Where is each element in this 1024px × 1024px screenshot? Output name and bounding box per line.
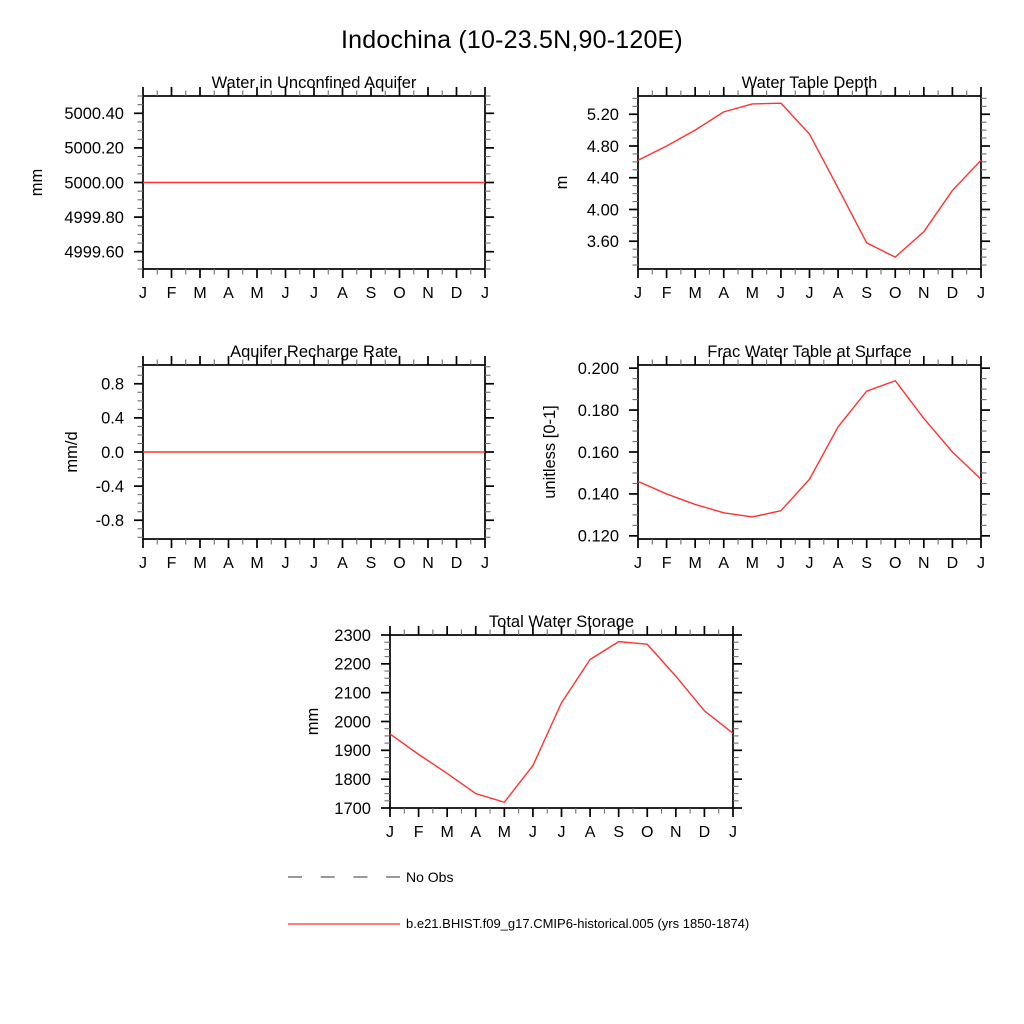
legend-entry-model: [288, 917, 749, 931]
panel-title: Water in Unconfined Aquifer: [211, 74, 417, 92]
month-label: J: [310, 555, 318, 572]
panel-frame: [638, 365, 981, 539]
month-label: M: [688, 285, 702, 302]
month-label: N: [918, 555, 930, 572]
y-axis-label: unitless [0-1]: [541, 405, 559, 499]
y-axis-label: m: [553, 175, 571, 190]
month-label: J: [776, 285, 785, 302]
month-label: J: [776, 555, 785, 572]
month-label: A: [832, 555, 844, 572]
y-tick-label: 4.80: [586, 137, 619, 156]
month-label: M: [440, 824, 454, 841]
month-label: J: [386, 824, 394, 841]
y-tick-label: 1700: [334, 799, 371, 818]
month-label: D: [698, 824, 711, 841]
month-label: F: [166, 555, 177, 572]
panel-title: Frac Water Table at Surface: [707, 343, 912, 361]
month-label: S: [613, 824, 625, 841]
month-label: M: [497, 824, 511, 841]
y-tick-label: 0.200: [577, 359, 619, 378]
panel-title: Water Table Depth: [741, 74, 878, 92]
month-label: N: [422, 555, 434, 572]
series-line: [638, 381, 981, 517]
month-label: J: [557, 824, 566, 841]
month-label: A: [223, 285, 234, 302]
month-label: J: [729, 824, 737, 841]
month-label: J: [139, 285, 147, 302]
y-tick-label: 2000: [334, 713, 371, 732]
month-label: D: [946, 555, 959, 572]
model-line-sample-icon: [288, 917, 400, 931]
month-label: A: [718, 555, 730, 572]
total-water-storage-chart: [304, 613, 742, 841]
y-tick-label: 0.8: [101, 375, 124, 394]
month-label: N: [670, 824, 682, 841]
month-label: M: [688, 555, 702, 572]
month-label: A: [470, 824, 482, 841]
month-label: D: [450, 285, 463, 302]
water-table-depth-chart: [553, 74, 990, 302]
y-tick-label: 4.00: [586, 201, 619, 220]
month-label: M: [745, 555, 759, 572]
month-label: O: [889, 285, 902, 302]
y-tick-label: 0.160: [577, 443, 619, 462]
panel-title: Aquifer Recharge Rate: [230, 343, 398, 361]
panel-frame: [638, 96, 981, 269]
month-label: A: [718, 285, 730, 302]
legend-entry-no-obs: [288, 870, 453, 884]
month-label: M: [250, 555, 264, 572]
month-label: J: [310, 285, 318, 302]
aquifer-recharge-rate-chart: [63, 343, 494, 572]
y-tick-label: 5000.40: [64, 105, 124, 124]
month-label: S: [861, 555, 873, 572]
month-label: S: [861, 285, 873, 302]
month-label: O: [641, 824, 654, 841]
month-label: D: [450, 555, 463, 572]
month-label: F: [661, 555, 672, 572]
month-label: N: [918, 285, 930, 302]
figure-title: Indochina (10-23.5N,90-120E): [341, 26, 683, 54]
month-label: J: [481, 555, 489, 572]
y-tick-label: 1800: [334, 770, 371, 789]
month-label: A: [832, 285, 844, 302]
y-tick-label: 2100: [334, 684, 371, 703]
month-label: A: [584, 824, 596, 841]
month-label: M: [193, 285, 207, 302]
panel-title: Total Water Storage: [488, 613, 635, 631]
month-label: S: [365, 555, 377, 572]
month-label: J: [977, 285, 985, 302]
y-tick-label: 5000.20: [64, 139, 124, 158]
y-axis-label: mm/d: [63, 431, 81, 473]
y-tick-label: 5.20: [586, 106, 619, 125]
y-tick-label: 3.60: [586, 232, 619, 251]
month-label: J: [977, 555, 985, 572]
y-tick-label: 1900: [334, 742, 371, 761]
month-label: J: [805, 555, 814, 572]
panel-frame: [390, 635, 733, 808]
y-tick-label: -0.4: [95, 477, 124, 496]
y-tick-label: -0.8: [95, 512, 124, 531]
y-tick-label: 4999.80: [64, 208, 124, 227]
month-label: A: [337, 555, 348, 572]
month-label: J: [139, 555, 147, 572]
month-label: N: [422, 285, 434, 302]
month-label: J: [528, 824, 537, 841]
month-label: J: [281, 555, 290, 572]
month-label: J: [634, 285, 642, 302]
y-axis-label: mm: [304, 707, 322, 736]
month-label: O: [393, 555, 406, 572]
no-obs-line-sample-icon: [288, 870, 400, 884]
y-tick-label: 0.4: [101, 409, 124, 428]
month-label: F: [166, 285, 177, 302]
y-tick-label: 0.140: [577, 485, 619, 504]
y-tick-label: 5000.00: [64, 174, 124, 193]
month-label: S: [365, 285, 377, 302]
y-tick-label: 0.0: [101, 443, 124, 462]
water-in-unconfined-aquifer-chart: [28, 74, 494, 302]
y-tick-label: 2300: [334, 626, 371, 645]
series-line: [638, 103, 981, 257]
y-tick-label: 0.120: [577, 527, 619, 546]
month-label: M: [250, 285, 264, 302]
month-label: J: [481, 285, 489, 302]
frac-water-table-at-surface-chart: [541, 343, 990, 572]
month-label: D: [946, 285, 959, 302]
month-label: M: [745, 285, 759, 302]
y-tick-label: 2200: [334, 655, 371, 674]
y-tick-label: 4.40: [586, 169, 619, 188]
y-tick-label: 4999.60: [64, 243, 124, 262]
y-tick-label: 0.180: [577, 401, 619, 420]
legend-label-no-obs: No Obs: [406, 869, 454, 885]
month-label: F: [413, 824, 424, 841]
month-label: O: [393, 285, 406, 302]
month-label: J: [281, 285, 290, 302]
month-label: F: [661, 285, 672, 302]
month-label: O: [889, 555, 902, 572]
month-label: J: [634, 555, 642, 572]
month-label: A: [337, 285, 348, 302]
month-label: A: [223, 555, 234, 572]
month-label: J: [805, 285, 814, 302]
y-axis-label: mm: [28, 168, 46, 197]
series-line: [390, 642, 733, 803]
legend-label-model: b.e21.BHIST.f09_g17.CMIP6-historical.005 (yrs 1850-1874): [406, 916, 750, 931]
month-label: M: [193, 555, 207, 572]
